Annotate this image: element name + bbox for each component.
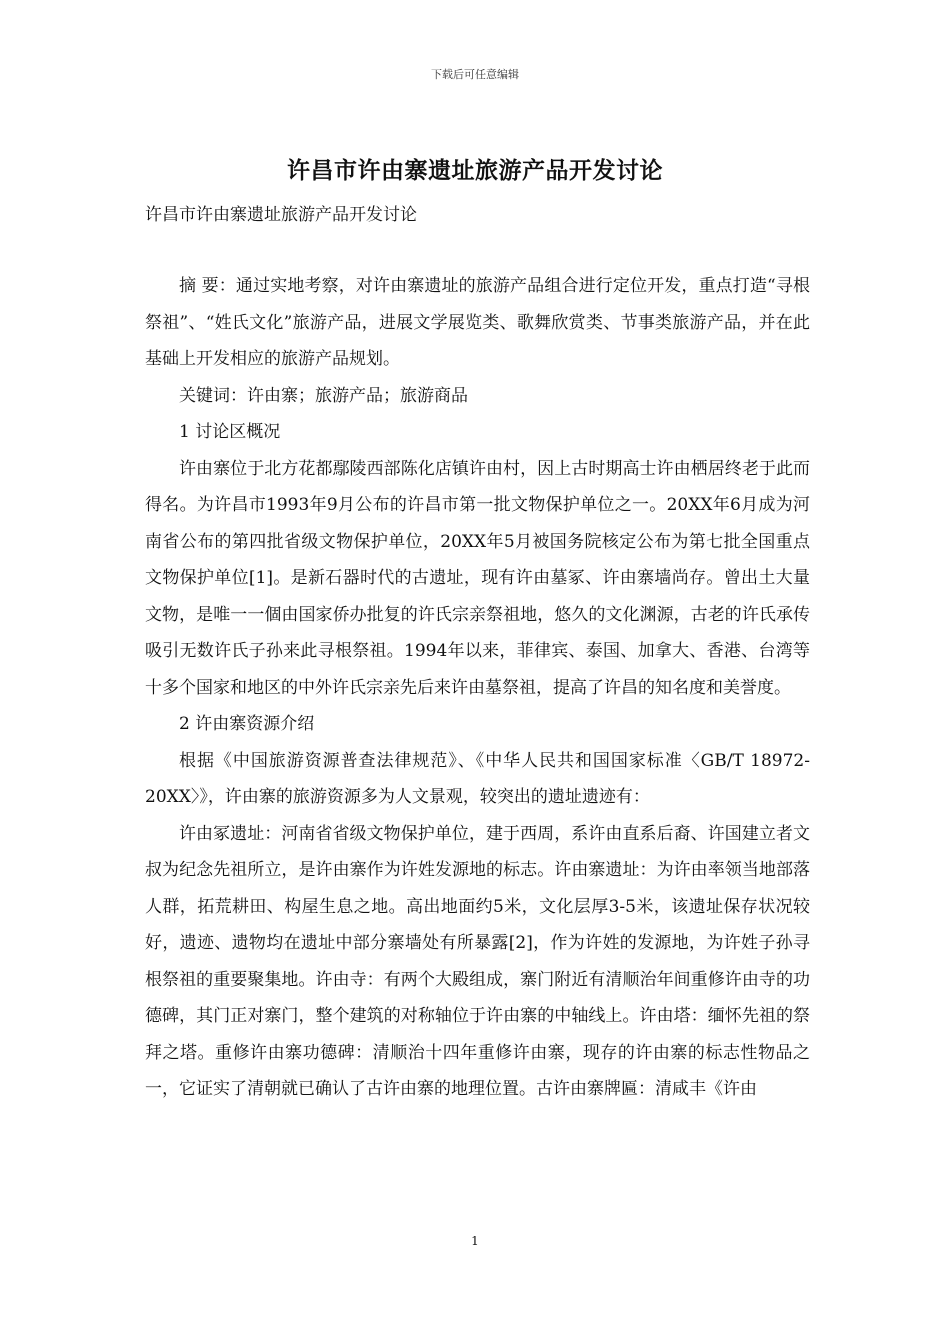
- page-header-note: 下载后可任意编辑: [431, 68, 519, 81]
- document-body: [145, 268, 810, 1108]
- keywords-paragraph: 关键词：许由寨；旅游产品；旅游商品: [179, 385, 468, 406]
- document-title: 许昌市许由寨遗址旅游产品开发讨论: [287, 157, 663, 184]
- body-paragraph: 根据《中国旅游资源普查法律规范》、《中华人民共和国国家标准〈GB/T 18972-20XX〉》，许由寨的旅游资源多为人文景观，较突出的遗址遗迹有：: [145, 750, 810, 807]
- document-subtitle: 许昌市许由寨遗址旅游产品开发讨论: [145, 205, 417, 225]
- section-heading-1: 1 讨论区概况: [179, 422, 281, 442]
- abstract-paragraph: 摘 要：通过实地考察，对许由寨遗址的旅游产品组合进行定位开发，重点打造“寻根祭祖”、“姓氏文化”旅游产品，进展文学展览类、歌舞欣赏类、节事类旅游产品，并在此基础上开发相应的旅游产品规划。: [145, 276, 810, 369]
- page-number: 1: [471, 1234, 479, 1248]
- body-paragraph: 许由冢遗址：河南省省级文物保护单位，建于西周，系许由直系后裔、许国建立者文叔为纪念先祖所立，是许由寨作为许姓发源地的标志。许由寨遗址：为许由率领当地部落人群，拓荒耕田、构屋生息之地。高出地面约5米，文化层厚3-5米，该遗址保存状况较好，遗迹、遗物均在遗址中部分寨墙处有所暴露[2]，作为许姓的发源地，为许姓子孙寻根祭祖的重要聚集地。许由寺：有两个大殿组成，寨门附近有清顺治年间重修许由寺的功德碑，其门正对寨门，整个建筑的对称轴位于许由寨的中轴线上。许由塔：缅怀先祖的祭拜之塔。重修许由寨功德碑：清顺治十四年重修许由寨，现存的许由寨的标志性物品之一，它证实了清朝就已确认了古许由寨的地理位置。古许由寨牌匾：清咸丰《许由: [145, 823, 810, 1099]
- body-paragraph: 许由寨位于北方花都鄢陵西部陈化店镇许由村，因上古时期高士许由栖居终老于此而得名。为许昌市1993年9月公布的许昌市第一批文物保护单位之一。20XX年6月成为河南省公布的第四批省级文物保护单位，20XX年5月被国务院核定公布为第七批全国重点文物保护单位[1]。是新石器时代的古遗址，现有许由墓冢、许由寨墙尚存。曾出土大量文物，是唯一一個由国家侨办批复的许氏宗亲祭祖地，悠久的文化渊源，古老的许氏承传吸引无数许氏子孙来此寻根祭祖。1994年以来，菲律宾、泰国、加拿大、香港、台湾等十多个国家和地区的中外许氏宗亲先后来许由墓祭祖，提高了许昌的知名度和美誉度。: [145, 458, 810, 698]
- section-heading-2: 2 许由寨资源介绍: [179, 714, 315, 734]
